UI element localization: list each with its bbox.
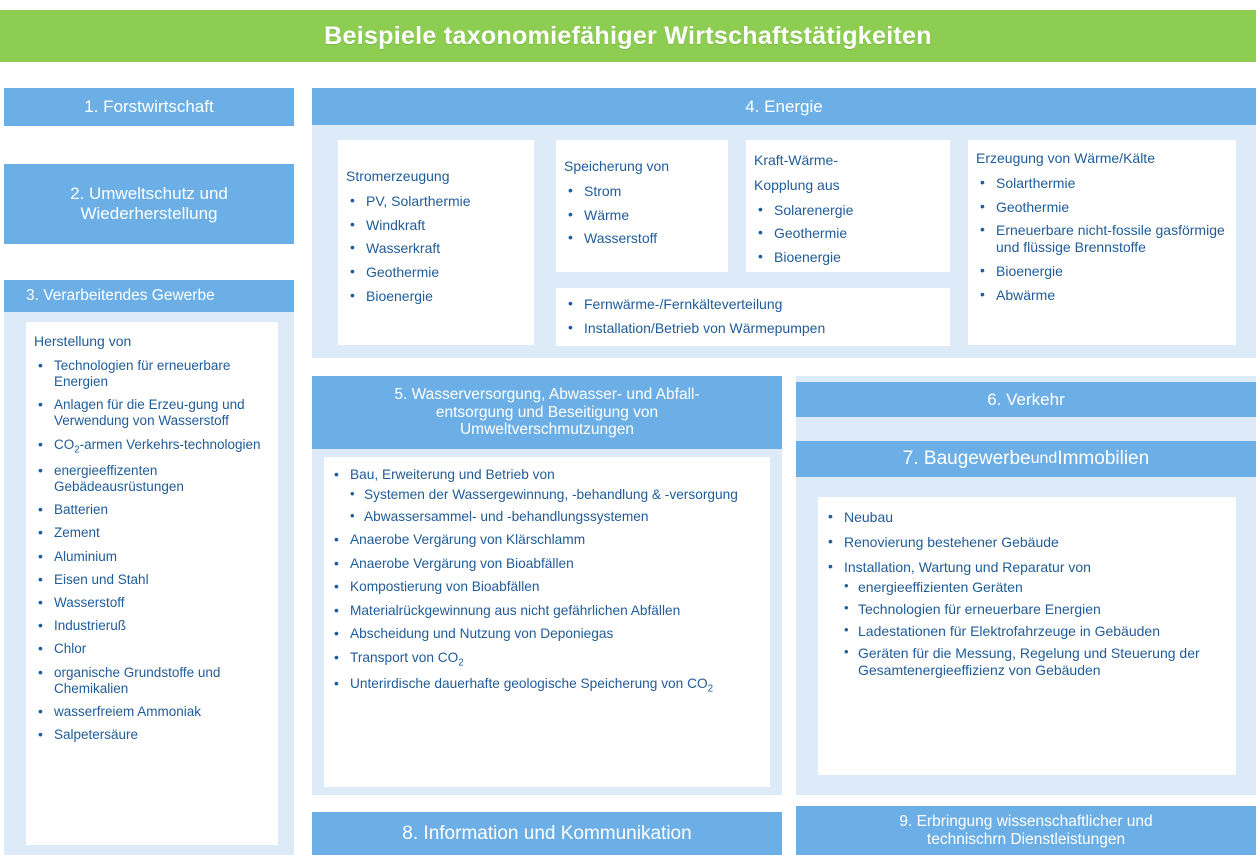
list-item-text: Chlor <box>54 641 87 657</box>
section-7-label-und: und <box>1030 449 1058 467</box>
section-4-box-speicherung <box>556 140 728 272</box>
box-lead-line2: Kopplung aus <box>754 176 840 193</box>
list-item <box>34 525 268 541</box>
list-item-text: Salpetersäure <box>54 727 139 743</box>
list-item: • Geräten für die Messung, Regelung und Steuerung der Gesamtenergieeffizienz von Gebäuden <box>844 645 1226 679</box>
box-lead: Erzeugung von Wärme/Kälte <box>976 150 1155 166</box>
section-3-header[interactable] <box>4 280 294 312</box>
list-item: • Geothermie <box>346 264 526 281</box>
list-item: • Technologien für erneuerbare Energien <box>844 601 1226 618</box>
list-item-text: Wasserstoff <box>54 595 125 611</box>
page-title-bar <box>0 10 1256 62</box>
list-item: • Kompostierung von Bioabfällen <box>330 579 762 595</box>
section-2-label-line1: 2. Umweltschutz und <box>70 184 228 204</box>
list-item: • Systemen der Wassergewinnung, -behandlung & -versorgung <box>350 487 762 503</box>
list-item: • Anaerobe Vergärung von Bioabfällen <box>330 556 762 572</box>
list-item: • Anaerobe Vergärung von Klärschlamm <box>330 532 762 548</box>
section-5-label-line1: 5. Wasserversorgung, Abwasser- und Abfall- <box>394 385 700 403</box>
section-4-box-fernwaerme <box>556 288 950 346</box>
list-item: • Geothermie <box>976 199 1228 216</box>
list-item: • Windkraft <box>346 217 526 234</box>
page-title: Beispiele taxonomiefähiger Wirtschaftstätigkeiten <box>324 21 932 50</box>
section-3-content <box>26 322 278 845</box>
list-item-text: Anlagen für die Erzeu-gung und Verwendung von Wasserstoff <box>54 397 245 429</box>
section-6-header[interactable] <box>796 382 1256 417</box>
section-4-label: 4. Energie <box>745 96 823 116</box>
list-item <box>34 618 268 634</box>
section-5-sublist <box>350 487 762 525</box>
list-item-text: Bau, Erweiterung und Betrieb von <box>350 467 555 482</box>
section-5-list <box>330 467 762 696</box>
list-item-text: wasserfreiem Ammoniak <box>54 703 202 719</box>
list-item-text: Industrieruß <box>54 618 127 634</box>
list-item: • Transport von $CO_2$ <box>330 650 762 670</box>
box-list <box>564 296 942 337</box>
section-3-label: 3. Verarbeitendes Gewerbe <box>26 287 215 305</box>
list-item <box>34 502 268 518</box>
subscript: 2 <box>707 683 714 695</box>
section-5-label-line3: Umweltverschmutzungen <box>459 421 634 439</box>
subscript: 2 <box>458 657 464 669</box>
section-7-content <box>818 497 1236 775</box>
list-item <box>34 397 268 429</box>
box-list <box>346 193 526 305</box>
list-item <box>34 463 268 495</box>
section-7-header[interactable] <box>796 441 1256 477</box>
list-item-text: organische Grundstoffe und Chemikalien <box>54 664 221 696</box>
list-item <box>34 704 268 720</box>
list-item: • Abwärme <box>976 287 1228 304</box>
list-item-text: Technologien für erneuerbare Energien <box>54 357 231 389</box>
list-item: • Materialrückgewinnung aus nicht gefährlichen Abfällen <box>330 603 762 619</box>
section-6-label: 6. Verkehr <box>987 389 1065 409</box>
box-lead: Stromerzeugung <box>346 168 450 184</box>
section-5-label-line2: entsorgung und Beseitigung von <box>435 403 659 421</box>
list-item: • Solarthermie <box>976 175 1228 192</box>
list-item <box>34 572 268 588</box>
box-list <box>976 175 1228 304</box>
list-item <box>34 727 268 743</box>
section-9-label-line1: 9. Erbringung wissenschaftlicher und <box>899 812 1153 830</box>
section-9-label-line2: technischrn Dienstleistungen <box>926 830 1126 848</box>
section-4-box-waerme-kaelte <box>968 140 1236 345</box>
section-4-box-kwk <box>746 140 950 272</box>
list-item: • energieeffizienten Geräten <box>844 579 1226 596</box>
list-item: • PV, Solarthermie <box>346 193 526 210</box>
list-item-text: Aluminium <box>54 548 118 564</box>
list-item: • Unterirdische dauerhafte geologische Speicherung von $CO_2$ <box>330 676 762 696</box>
section-7-sublist <box>844 579 1226 678</box>
list-item: • Wasserstoff <box>564 230 720 247</box>
section-8-header[interactable] <box>312 812 782 855</box>
list-item <box>34 641 268 657</box>
list-item <box>34 595 268 611</box>
list-item: • Installation/Betrieb von Wärmepumpen <box>564 320 942 337</box>
section-4-box-stromerzeugung <box>338 140 534 345</box>
list-item: • Neubau <box>824 509 1226 526</box>
list-item: • Wärme <box>564 207 720 224</box>
section-8-label: 8. Information und Kommunikation <box>402 822 692 844</box>
list-item <box>34 665 268 697</box>
box-lead: Speicherung von <box>564 158 670 174</box>
section-2-label-line2: Wiederherstellung <box>80 204 218 223</box>
list-item: • Geothermie <box>754 225 942 242</box>
box-list <box>754 202 942 266</box>
list-item <box>34 358 268 390</box>
list-item <box>34 549 268 565</box>
list-item: • Bioenergie <box>976 263 1228 280</box>
list-item-text: Zement <box>54 525 100 541</box>
list-item-text: Eisen und Stahl <box>54 571 149 587</box>
section-7-list <box>824 509 1226 678</box>
list-item: • $CO_2$-armen Verkehrs-technologien <box>34 437 268 456</box>
list-item: • Ladestationen für Elektrofahrzeuge in Gebäuden <box>844 623 1226 640</box>
section-2-header[interactable] <box>4 164 294 244</box>
subscript: 2 <box>74 444 80 456</box>
box-lead-line1: Kraft-Wärme- <box>754 152 838 168</box>
section-1-label: 1. Forstwirtschaft <box>84 97 214 117</box>
section-3-list <box>34 358 268 744</box>
list-item-text: energieeffizenten Gebädeausrüstungen <box>54 462 184 495</box>
list-item: • Erneuerbare nicht-fossile gasförmige und flüssige Brennstoffe <box>976 222 1228 256</box>
section-9-header[interactable] <box>796 806 1256 855</box>
section-5-header[interactable] <box>312 376 782 449</box>
list-item: • Renovierung bestehener Gebäude <box>824 534 1226 551</box>
list-item-text: Batterien <box>54 502 109 518</box>
list-item: • Strom <box>564 183 720 200</box>
list-item: • Solarenergie <box>754 202 942 219</box>
section-7-label-pre: 7. Baugewerbe <box>902 448 1031 470</box>
list-item: • Wasserkraft <box>346 240 526 257</box>
list-item: • Abwassersammel- und -behandlungssystemen <box>350 509 762 525</box>
section-1-header[interactable] <box>4 88 294 126</box>
section-5-content <box>324 457 770 787</box>
list-item: • Abscheidung und Nutzung von Deponiegas <box>330 626 762 642</box>
list-item: • Installation, Wartung und Reparatur von • energieeffizienten Geräten • Technologien für erneuerbare Energien • Ladestationen für Elektrofahrzeuge in Gebäuden • Geräten für die Messung, Regelung und Steuerung der Gesamtenergieeffizienz von Gebäuden <box>824 559 1226 679</box>
section-4-header[interactable] <box>312 88 1256 125</box>
box-list <box>564 183 720 247</box>
section-3-lead: Herstellung von <box>34 333 132 349</box>
section-7-label-post: Immobilien <box>1057 448 1150 470</box>
list-item <box>330 467 762 525</box>
list-item: • Bioenergie <box>346 288 526 305</box>
list-item: • Fernwärme-/Fernkälteverteilung <box>564 296 942 313</box>
list-item: • Bioenergie <box>754 249 942 266</box>
